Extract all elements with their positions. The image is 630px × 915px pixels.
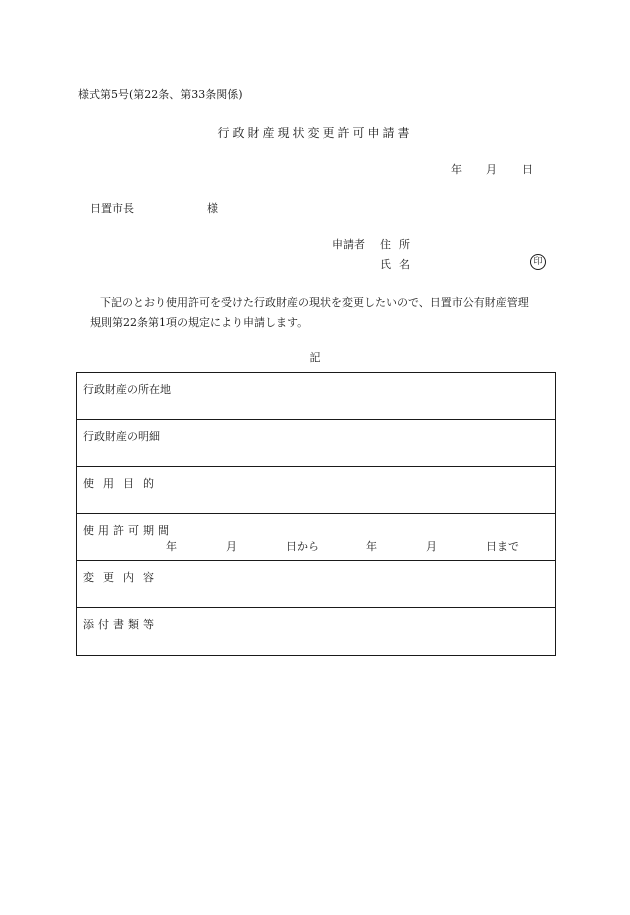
change-label: 変更内容 [83, 571, 163, 584]
body-text-line-2: 規則第22条第1項の規定により申請します。 [90, 316, 309, 329]
table-row-period [77, 514, 555, 561]
address-label: 住所 [380, 238, 418, 251]
addressee-name: 日置市長 [90, 202, 134, 215]
period-end-month: 月 [426, 540, 437, 553]
period-end-day: 日まで [486, 540, 519, 553]
body-text-line-1: 下記のとおり使用許可を受けた行政財産の現状を変更したいので、日置市公有財産管理 [100, 296, 529, 309]
document-title: 行政財産現状変更許可申請書 [217, 126, 413, 140]
period-start-year: 年 [166, 540, 177, 553]
attachments-label: 添付書類等 [83, 618, 158, 631]
table-row-attachments [77, 608, 555, 655]
addressee-honorific: 様 [207, 202, 218, 215]
table-row-details [77, 420, 555, 467]
location-label: 行政財産の所在地 [83, 383, 171, 396]
purpose-label: 使用目的 [83, 477, 163, 490]
date-year-label: 年 [451, 163, 462, 176]
applicant-label: 申請者 [332, 238, 365, 251]
table-row-location [77, 373, 555, 420]
form-number: 様式第5号(第22条、第33条関係) [78, 88, 243, 101]
period-end-year: 年 [366, 540, 377, 553]
table-row-change [77, 561, 555, 608]
name-label: 氏名 [380, 258, 418, 271]
details-table [76, 372, 556, 656]
ki-heading: 記 [309, 351, 321, 364]
details-label: 行政財産の明細 [83, 430, 160, 443]
seal-icon: 印 [530, 254, 546, 270]
period-label: 使用許可期間 [83, 524, 173, 537]
period-start-day: 日から [286, 540, 319, 553]
table-row-purpose [77, 467, 555, 514]
period-start-month: 月 [226, 540, 237, 553]
date-month-label: 月 [486, 163, 497, 176]
date-day-label: 日 [522, 163, 533, 176]
